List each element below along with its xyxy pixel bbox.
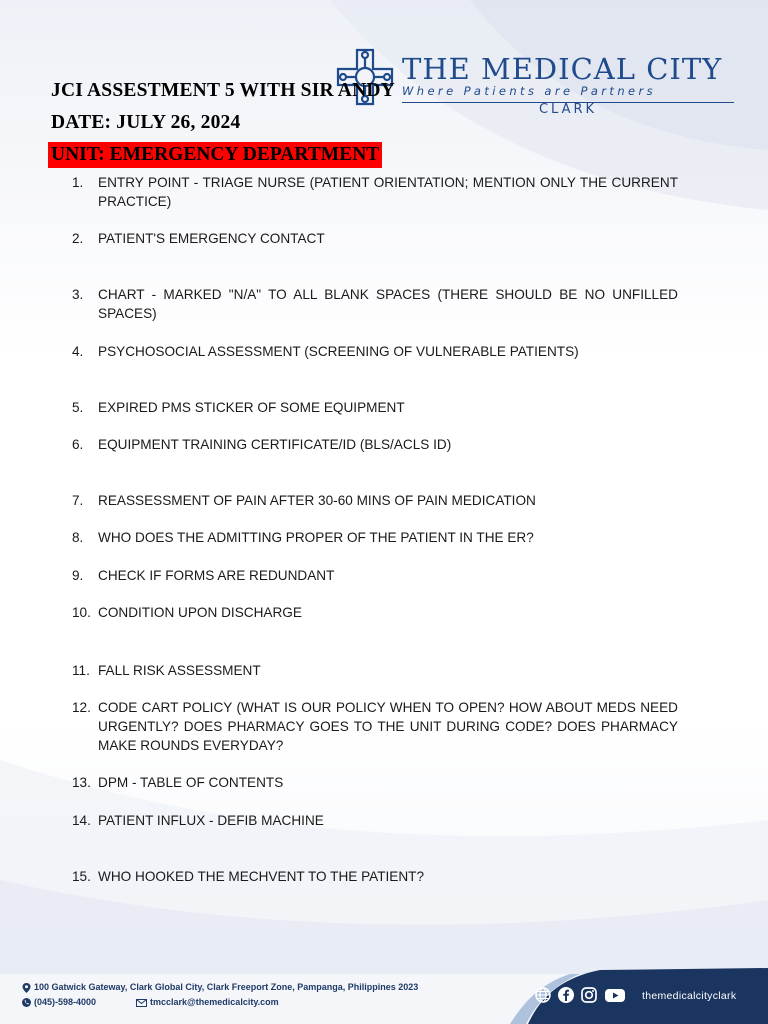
item-text: PATIENT INFLUX - DEFIB MACHINE <box>98 813 324 828</box>
item-number: 1. <box>72 175 84 190</box>
item-text: PATIENT'S EMERGENCY CONTACT <box>98 231 325 246</box>
item-number: 3. <box>72 287 84 302</box>
list-item <box>72 603 678 622</box>
list-item <box>72 773 678 792</box>
item-number: 8. <box>72 530 84 545</box>
globe-icon[interactable] <box>534 986 552 1004</box>
item-text: REASSESSMENT OF PAIN AFTER 30-60 MINS OF PAIN MEDICATION <box>98 493 536 508</box>
item-text: DPM - TABLE OF CONTENTS <box>98 775 284 790</box>
item-number: 5. <box>72 400 84 415</box>
list-item <box>72 173 678 211</box>
item-text: CHECK IF FORMS ARE REDUNDANT <box>98 568 335 583</box>
footer-phone-text: (045)-598-4000 <box>34 997 97 1007</box>
item-number: 11. <box>72 663 90 678</box>
item-number: 10. <box>72 605 91 620</box>
item-number: 14. <box>72 813 91 828</box>
list-item <box>72 698 678 755</box>
item-text: WHO HOOKED THE MECHVENT TO THE PATIENT? <box>98 869 425 884</box>
item-text: PSYCHOSOCIAL ASSESSMENT (SCREENING OF VULNERABLE PATIENTS) <box>98 344 579 359</box>
list-item <box>72 342 678 361</box>
unit-heading: UNIT: EMERGENCY DEPARTMENT <box>48 142 382 168</box>
footer-address-text: 100 Gatwick Gateway, Clark Global City, Clark Freeport Zone, Pampanga, Philippines 2023 <box>34 982 419 992</box>
item-number: 12. <box>72 700 91 715</box>
item-text: EQUIPMENT TRAINING CERTIFICATE/ID (BLS/ACLS ID) <box>98 437 452 452</box>
list-item <box>72 528 678 547</box>
item-number: 13. <box>72 775 91 790</box>
social-handle[interactable]: themedicalcityclark <box>642 990 737 1002</box>
logo-location: CLARK <box>538 102 598 117</box>
item-text: CHART - MARKED "N/A" TO ALL BLANK SPACES (THERE SHOULD BE NO UNFILLED SPACES) <box>98 287 678 321</box>
instagram-icon[interactable] <box>580 986 598 1004</box>
item-text: FALL RISK ASSESSMENT <box>98 663 261 678</box>
item-text: CONDITION UPON DISCHARGE <box>98 605 302 620</box>
item-number: 15. <box>72 869 91 884</box>
item-number: 4. <box>72 344 84 359</box>
item-number: 2. <box>72 231 84 246</box>
logo-tagline: Where Patients are Partners <box>402 84 657 98</box>
list-item <box>72 398 678 417</box>
list-item <box>72 566 678 585</box>
envelope-icon <box>136 999 147 1007</box>
facebook-icon[interactable] <box>557 986 575 1004</box>
item-text: WHO DOES THE ADMITTING PROPER OF THE PATIENT IN THE ER? <box>98 530 534 545</box>
item-text: CODE CART POLICY (WHAT IS OUR POLICY WHEN TO OPEN? HOW ABOUT MEDS NEED URGENTLY? DOES PHARMACY GOES TO THE UNIT DURING CODE? DOES PHARMACY MAKE ROUNDS EVERYDAY? <box>98 700 678 753</box>
list-item <box>72 867 678 886</box>
document-title: JCI ASSESTMENT 5 WITH SIR ANDY <box>51 80 395 101</box>
item-text: ENTRY POINT - TRIAGE NURSE (PATIENT ORIENTATION; MENTION ONLY THE CURRENT PRACTICE) <box>98 175 678 209</box>
item-number: 7. <box>72 493 84 508</box>
footer-phone <box>22 997 96 1007</box>
list-item <box>72 491 678 510</box>
document-date: DATE: JULY 26, 2024 <box>51 112 241 133</box>
logo-name: THE MEDICAL CITY <box>402 52 723 86</box>
location-pin-icon <box>22 983 31 993</box>
list-item <box>72 661 678 680</box>
list-item <box>72 285 678 323</box>
youtube-icon[interactable] <box>604 986 626 1004</box>
list-item <box>72 229 678 248</box>
list-item <box>72 435 678 454</box>
footer-address <box>22 982 418 993</box>
item-text: EXPIRED PMS STICKER OF SOME EQUIPMENT <box>98 400 405 415</box>
phone-icon <box>22 998 31 1007</box>
item-number: 9. <box>72 568 84 583</box>
footer-email-text: tmcclark@themedicalcity.com <box>150 997 279 1007</box>
footer-email[interactable] <box>136 997 279 1007</box>
item-number: 6. <box>72 437 84 452</box>
list-item <box>72 811 678 830</box>
